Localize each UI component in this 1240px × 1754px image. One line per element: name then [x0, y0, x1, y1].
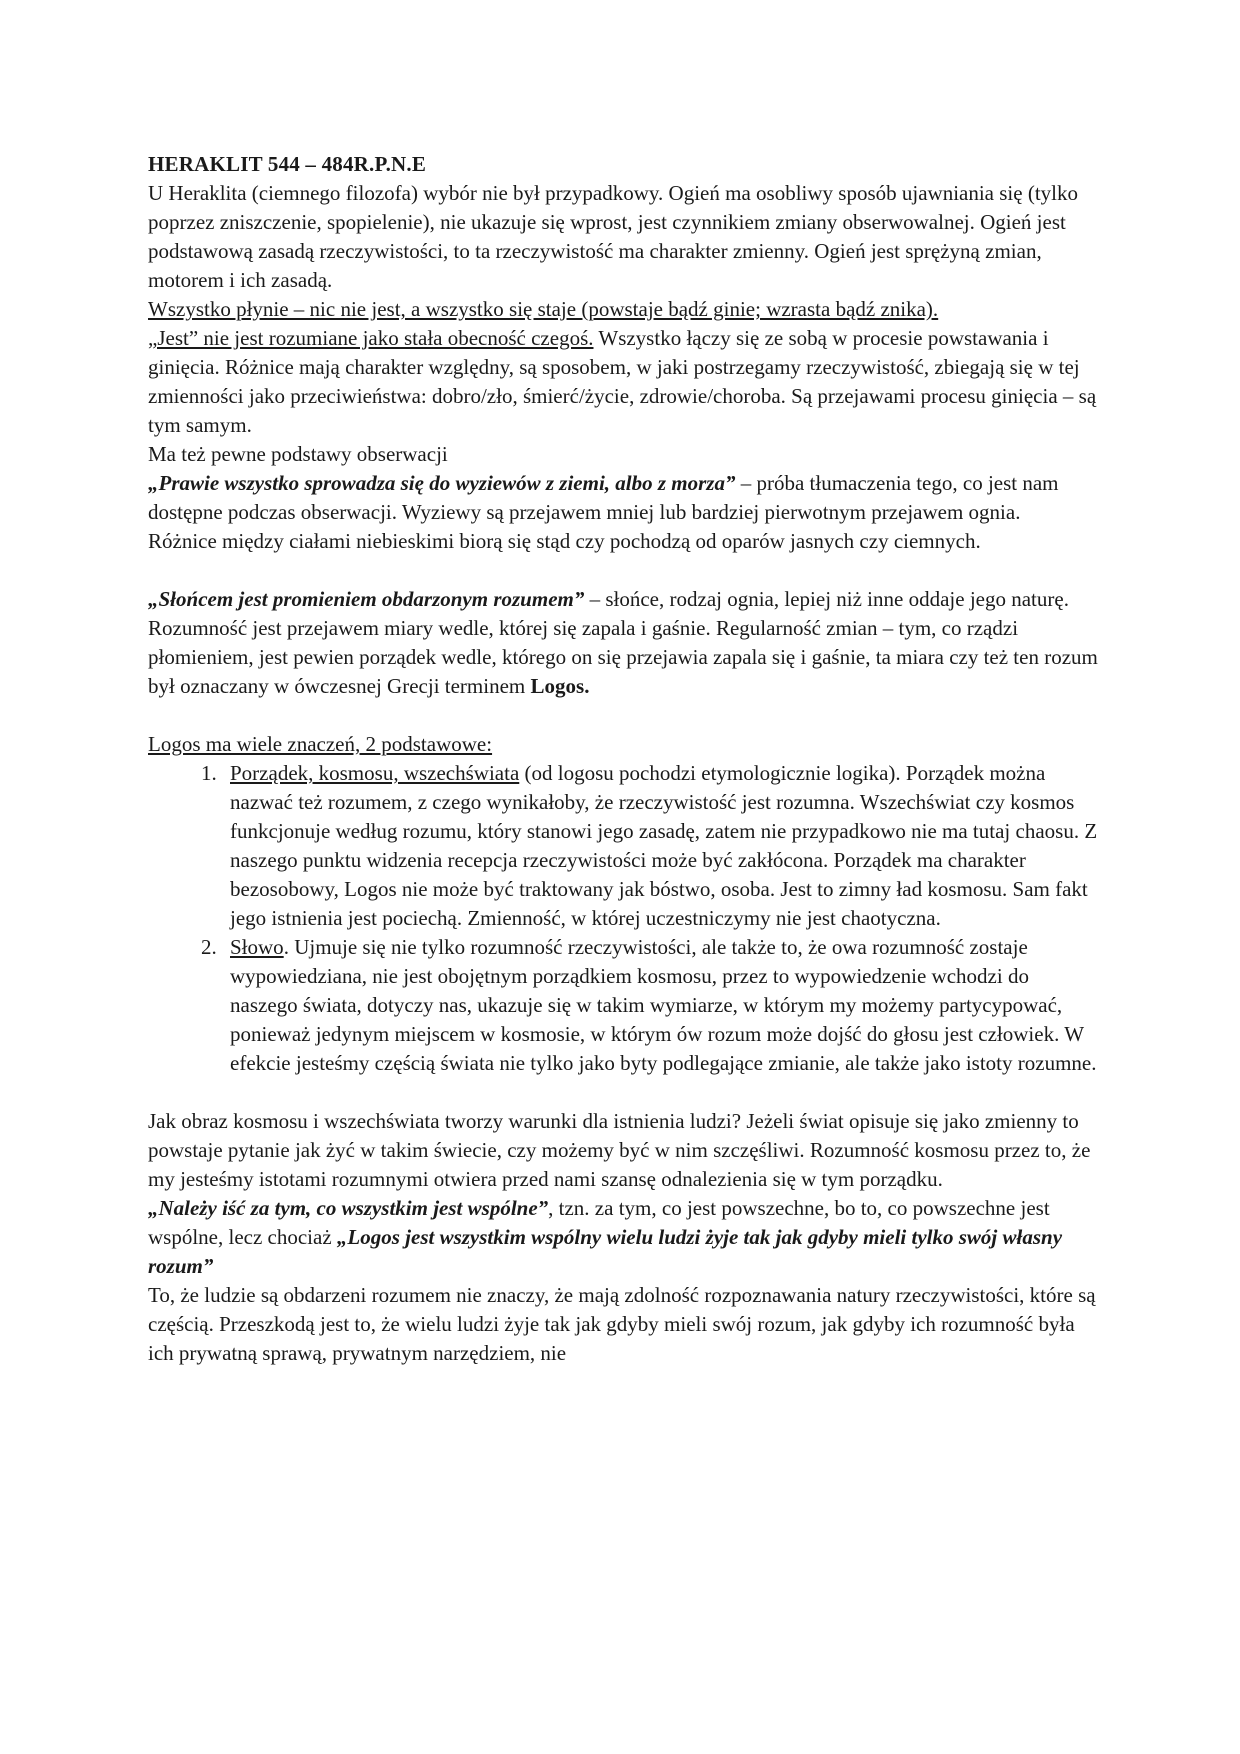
- underlined-sentence-1: Wszystko płynie – nic nie jest, a wszystko się staje (powstaje bądź ginie; wzrasta bądź znika).: [148, 297, 939, 321]
- list-item: [222, 933, 1098, 1078]
- paragraph-text: – słońce, rodzaj ognia, lepiej niż inne oddaje jego naturę.: [584, 587, 1069, 611]
- logos-term: Logos.: [530, 674, 590, 698]
- paragraph-intro: U Heraklita (ciemnego filozofa) wybór nie był przypadkowy. Ogień ma osobliwy sposób ujawniania się (tylko poprzez zniszczenie, spopielenie), nie ukazuje się wprost, jest czynnikiem zmiany obserwowalnej. Ogień jest podstawową zasadą rzeczywistości, to ta rzeczywistość ma charakter zmienny. Ogień jest sprężyną zmian, motorem i ich zasadą.: [148, 181, 1078, 292]
- list-item-term: Słowo: [230, 935, 284, 959]
- underlined-sentence-2: „Jest” nie jest rozumiane jako stała obecność czegoś.: [148, 326, 594, 350]
- quote-sun: „Słońcem jest promieniem obdarzonym rozumem”: [148, 587, 585, 611]
- paragraph-observation: Ma też pewne podstawy obserwacji: [148, 442, 448, 466]
- spacer: [148, 556, 1098, 585]
- quote-logos-common: „Logos jest wszystkim wspólny wielu ludzi żyje tak jak gdyby mieli tylko swój własny rozum”: [148, 1225, 1063, 1278]
- paragraph-question: Jak obraz kosmosu i wszechświata tworzy warunki dla istnienia ludzi? Jeżeli świat opisuje się jako zmienny to powstaje pytanie jak żyć w takim świecie, czy możemy być w nim szczęśliwi. Rozumność kosmosu przez to, że my jesteśmy istotami rozumnymi otwiera przed nami szansę odnalezienia się w tym porządku.: [148, 1109, 1091, 1191]
- list-item-text: (od logosu pochodzi etymologicznie logika). Porządek można nazwać też rozumem, z czego wynikałoby, że rzeczywistość jest rozumna. Wszechświat czy kosmos funkcjonuje według rozumu, który stanowi jego zasadę, zatem nie przypadkowo nie ma tutaj chaosu. Z naszego punktu widzenia recepcja rzeczywistości może być zakłócona. Porządek ma charakter bezosobowy, Logos nie może być traktowany jak bóstwo, osoba. Jest to zimny ład kosmosu. Sam fakt jego istnienia jest pociechą. Zmienność, w której uczestniczymy nie jest chaotyczna.: [230, 761, 1098, 930]
- list-item-term: Porządek, kosmosu, wszechświata: [230, 761, 520, 785]
- paragraph-text: – próba tłumaczenia tego, co jest nam dostępne podczas obserwacji. Wyziewy są przejawem mniej lub bardziej pierwotnym przejawem ognia.: [148, 471, 1059, 524]
- paragraph-celestial-bodies: Różnice między ciałami niebieskimi biorą się stąd czy pochodzą od oparów jasnych czy ciemnych.: [148, 529, 981, 553]
- paragraph-rationality: [148, 614, 1098, 701]
- document-title: HERAKLIT 544 – 484R.P.N.E: [148, 152, 427, 176]
- document-page: [148, 150, 1098, 1368]
- paragraph-text: Rozumność jest przejawem miary wedle, której się zapala i gaśnie. Regularność zmian – tym, co rządzi płomieniem, jest pewien porządek wedle, którego on się przejawia zapala się i gaśnie, ta miara czy też ten rozum był oznaczany w ówczesnej Grecji terminem: [148, 616, 1098, 698]
- paragraph-text: Wszystko łączy się ze sobą w procesie powstawania i ginięcia. Różnice mają charakter względny, są sposobem, w jaki postrzegamy rzeczywistość, zbiegają się w tej zmienności jako przeciwieństwa: dobro/zło, śmierć/życie, zdrowie/choroba. Są przejawami procesu ginięcia – są tym samym.: [148, 326, 1097, 437]
- logos-meanings-list: [148, 759, 1098, 1078]
- paragraph-vapors: [148, 469, 1098, 527]
- spacer: [148, 701, 1098, 730]
- spacer: [148, 1078, 1098, 1107]
- paragraph-common: [148, 1194, 1098, 1281]
- list-item-text: . Ujmuje się nie tylko rozumność rzeczywistości, ale także to, że owa rozumność zostaje wypowiedziana, nie jest obojętnym porządkiem kosmosu, przez to wypowiedzenie wchodzi do naszego świata, dotyczy nas, ukazuje się w takim wymiarze, w którym my możemy partycypować, ponieważ jedynym miejscem w kosmosie, w którym ów rozum może dojść do głosu jest człowiek. W efekcie jesteśmy częścią świata nie tylko jako byty podlegające zmianie, ale także jako istoty rozumne.: [230, 935, 1097, 1075]
- paragraph-reason: To, że ludzie są obdarzeni rozumem nie znaczy, że mają zdolność rozpoznawania natury rzeczywistości, które są częścią. Przeszkodą jest to, że wielu ludzi żyje tak jak gdyby mieli swój rozum, jak gdyby ich rozumność była ich prywatną sprawą, prywatnym narzędziem, nie: [148, 1283, 1096, 1365]
- quote-common: „Należy iść za tym, co wszystkim jest wspólne”: [148, 1196, 549, 1220]
- logos-heading: Logos ma wiele znaczeń, 2 podstawowe:: [148, 732, 493, 756]
- paragraph-everything-flows: [148, 295, 1098, 440]
- paragraph-text: , tzn. za tym, co jest powszechne, bo to, co powszechne jest wspólne, lecz chociaż: [148, 1196, 1050, 1249]
- quote-vapors: „Prawie wszystko sprowadza się do wyziewów z ziemi, albo z morza”: [148, 471, 736, 495]
- list-item: [222, 759, 1098, 933]
- paragraph-sun: [148, 585, 1098, 614]
